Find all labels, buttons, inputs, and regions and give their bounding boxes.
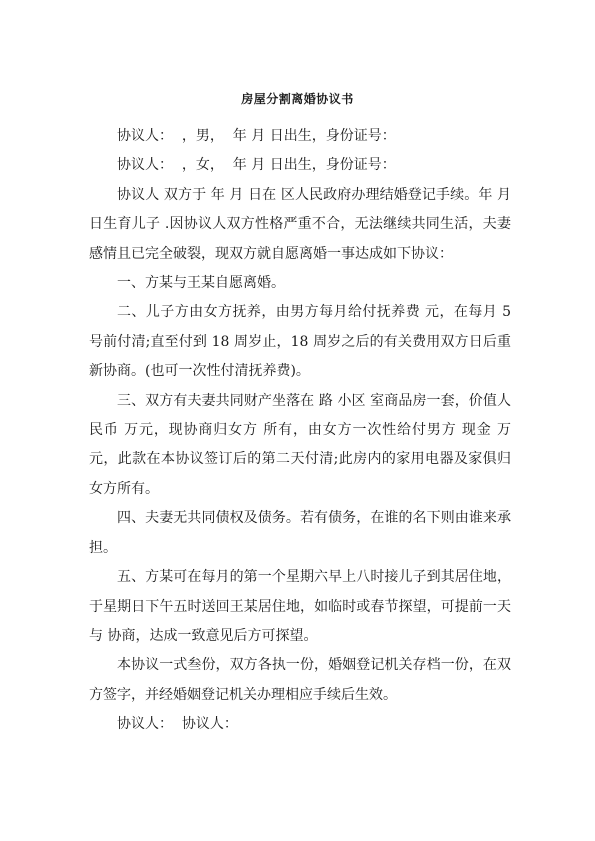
closing-paragraph: 本协议一式叁份，双方各执一份，婚姻登记机关存档一份，在双方签字，并经婚姻登记机关办理相应手续后生效。 [89, 657, 511, 703]
preamble-paragraph: 协议人 双方于 年 月 日在 区人民政府办理结婚登记手续。年 月 日生育儿子 .因协议人双方性格严重不合，无法继续共同生活，夫妻感情且已完全破裂，现双方就自愿离婚一事达成如下协议： [89, 186, 516, 262]
document-title: 房屋分割离婚协议书 [241, 92, 354, 106]
clause-four: 四、夫妻无共同债权及债务。若有债务，在谁的名下则由谁来承担。 [89, 510, 511, 556]
party-one-line: 协议人： ，男， 年 月 日出生，身份证号： [117, 128, 396, 144]
clause-one: 一、方某与王某自愿离婚。 [117, 275, 285, 292]
document-body [89, 122, 516, 740]
clause-three: 三、双方有夫妻共同财产坐落在 路 小区 室商品房一套，价值人民币 万元，现协商归女方 所有，由女方一次性给付男方 现金 万元，此款在本协议签订后的第二天付清;此房内的家用电器及家俱归女方所有。 [89, 392, 511, 497]
clause-two: 二、儿子方由女方抚养，由男方每月给付抚养费 元，在每月 5 号前付清;直至付到 18 周岁止，18 周岁之后的有关费用双方日后重新协商。(也可一次性付清抚养费)。 [89, 304, 516, 380]
signature-line: 协议人： 协议人： [117, 716, 238, 733]
clause-five: 五、方某可在每月的第一个星期六早上八时接儿子到其居住地，于星期日下午五时送回王某居住地，如临时或春节探望，可提前一天与 协商，达成一致意见后方可探望。 [89, 569, 511, 644]
party-two-line: 协议人： ，女， 年 月 日出生，身份证号： [117, 157, 396, 174]
